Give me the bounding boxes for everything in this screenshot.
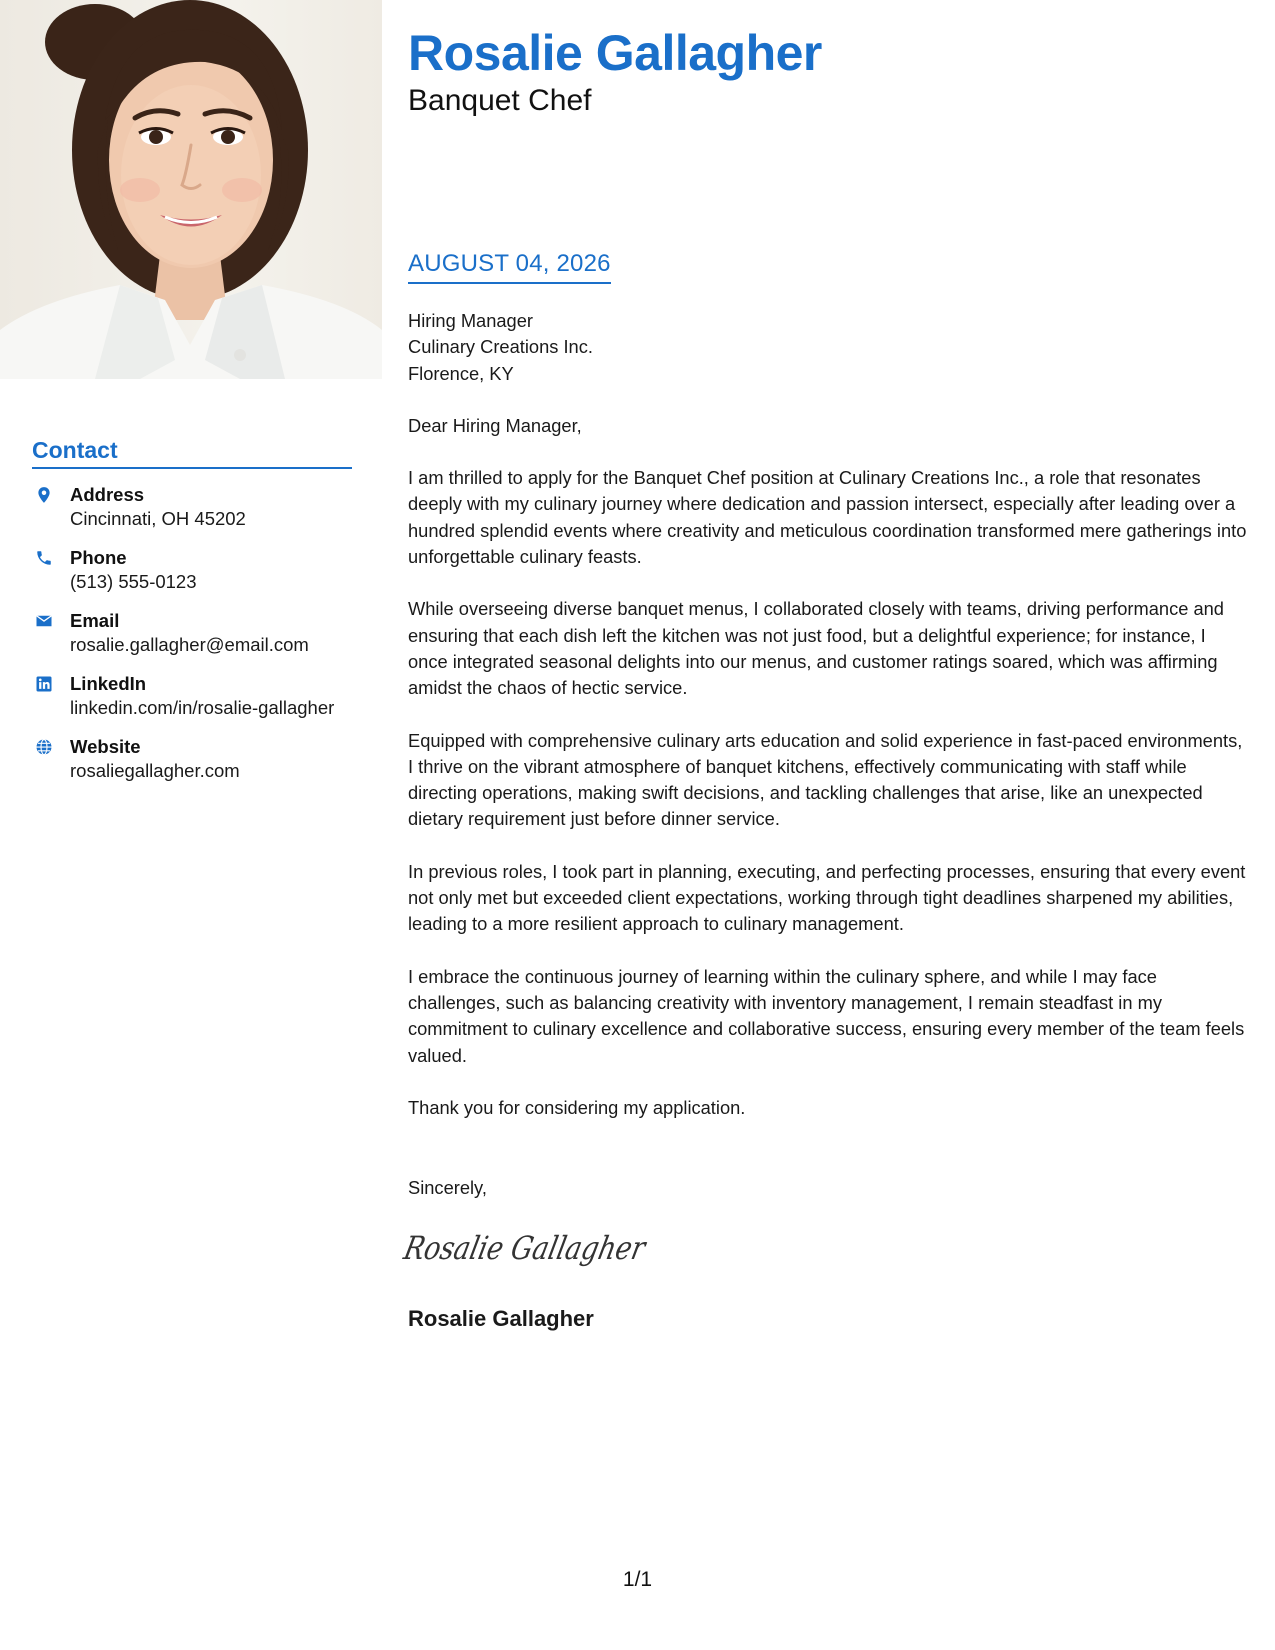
closing-line: Sincerely, (408, 1177, 487, 1199)
contact-item-website (32, 735, 352, 798)
contact-value: linkedin.com/in/rosalie-gallagher (70, 697, 335, 718)
contact-value: (513) 555-0123 (70, 571, 197, 592)
signature-graphic (400, 1223, 697, 1279)
body-paragraph: In previous roles, I took part in planning, executing, and perfecting processes, ensuring that every event not only met but exceeded client expectations, working through tight deadlines sharpened my abilities, leading to a more resilient approach to culinary management. (408, 860, 1246, 935)
contact-label: Email (70, 610, 120, 631)
contact-value: rosaliegallagher.com (70, 760, 240, 781)
linkedin-icon (35, 675, 53, 693)
thanks-line: Thank you for considering my application. (408, 1096, 746, 1118)
job-title: Banquet Chef (408, 84, 592, 117)
page-number: 1/1 (622, 1568, 653, 1591)
salutation: Dear Hiring Manager, (408, 414, 582, 436)
contact-heading: Contact (32, 437, 352, 469)
map-pin-icon (35, 486, 53, 504)
recipient-line: Hiring Manager (408, 310, 533, 331)
contact-label: Address (70, 484, 145, 505)
contact-item-address (32, 483, 352, 546)
letter-body (400, 308, 1250, 1333)
contact-list (32, 483, 352, 798)
header (408, 22, 822, 118)
contact-label: Website (70, 736, 141, 757)
signature-text: Rosalie Gallagher (400, 1229, 697, 1268)
recipient-line: Florence, KY (408, 362, 514, 384)
body-paragraph: I am thrilled to apply for the Banquet Chef position at Culinary Creations Inc., a role that resonates deeply with my culinary journey where dedication and passion intersect, especially after leading over a hundred splendid events where creativity and meticulous coordination transformed mere gatherings into unforgettable culinary feasts. (408, 467, 1247, 568)
candidate-name: Rosalie Gallagher (408, 25, 822, 81)
contact-value: Cincinnati, OH 45202 (70, 508, 246, 529)
contact-label: Phone (70, 547, 127, 568)
body-paragraph: While overseeing diverse banquet menus, I collaborated closely with teams, driving performance and ensuring that each dish left the kitchen was not just food, but a delightful experience; for instance, I once integrated seasonal delights into our menus, and customer ratings soared, which was affirming amidst the chaos of hectic service. (408, 598, 1224, 699)
letter-date: AUGUST 04, 2026 (408, 250, 611, 284)
contact-item-linkedin (32, 672, 352, 735)
envelope-icon (35, 612, 53, 630)
phone-icon (35, 549, 53, 567)
contact-value: rosalie.gallagher@email.com (70, 634, 309, 655)
sidebar (32, 437, 352, 798)
contact-item-email (32, 609, 352, 672)
signer-name: Rosalie Gallagher (408, 1306, 594, 1332)
recipient-block (408, 308, 1250, 387)
portrait-illustration (0, 0, 382, 379)
contact-item-phone (32, 546, 352, 609)
body-paragraph: I embrace the continuous journey of learning within the culinary sphere, and while I may face challenges, such as balancing creativity with inventory management, I remain steadfast in my commitment to culinary excellence and collaborative success, ensuring every member of the team feels valued. (408, 965, 1245, 1066)
profile-photo (0, 0, 382, 379)
body-paragraph: Equipped with comprehensive culinary arts education and solid experience in fast-paced environments, I thrive on the vibrant atmosphere of banquet kitchens, effectively communicating with staff while directing operations, making swift decisions, and tackling challenges that arise, like an unexpected dietary requirement just before dinner service. (408, 729, 1243, 830)
recipient-line: Culinary Creations Inc. (408, 336, 593, 358)
contact-label: LinkedIn (70, 673, 147, 694)
handwritten-signature (400, 1223, 1250, 1279)
globe-icon (35, 738, 53, 756)
